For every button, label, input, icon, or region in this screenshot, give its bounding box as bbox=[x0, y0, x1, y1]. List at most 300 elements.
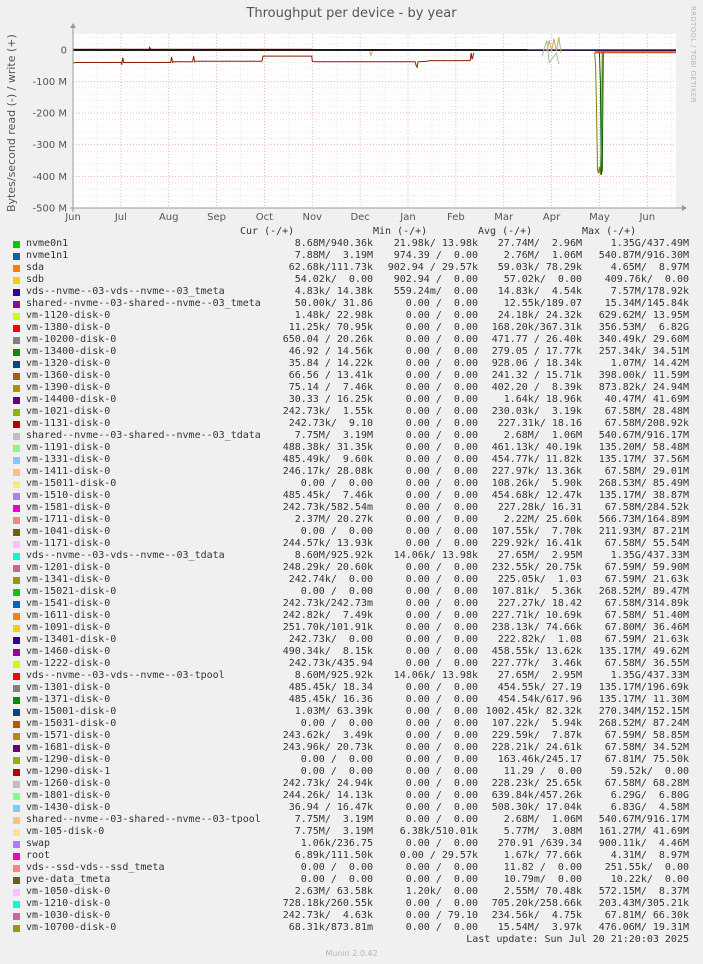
legend-device-name: sda bbox=[26, 262, 45, 273]
legend-avg: 454.77k/ 11.82k bbox=[491, 454, 582, 465]
legend-row bbox=[0, 562, 703, 574]
y-axis-label: Bytes/second read (-) / write (+) bbox=[5, 34, 18, 212]
legend-swatch bbox=[13, 397, 20, 404]
rrdtool-credit: RRDTOOL / TOBI OETIKER bbox=[689, 6, 697, 103]
legend-swatch bbox=[13, 529, 20, 536]
legend-cur: 36.94 / 16.47k bbox=[288, 802, 373, 813]
legend-cur: 243.62k/ 3.49k bbox=[282, 730, 373, 741]
legend-avg: 11.29 / 0.00 bbox=[503, 766, 582, 777]
legend-avg: 229.92k/ 16.41k bbox=[491, 538, 582, 549]
legend-device-name: vm-1290-disk-1 bbox=[26, 766, 111, 777]
legend-cur: 7.75M/ 3.19M bbox=[294, 814, 373, 825]
legend-cur: 75.14 / 7.46k bbox=[288, 382, 373, 393]
legend-swatch bbox=[13, 277, 20, 284]
x-axis-arrow bbox=[682, 205, 687, 211]
legend-device-name: vm-1201-disk-0 bbox=[26, 562, 111, 573]
legend-avg: 270.91 /639.34 bbox=[497, 838, 582, 849]
legend-avg: 11.82 / 0.00 bbox=[503, 862, 582, 873]
legend-cur: 2.63M/ 63.58k bbox=[294, 886, 373, 897]
legend-min: 14.06k/ 13.98k bbox=[393, 550, 478, 561]
legend-max: 135.17M/196.69k bbox=[598, 682, 689, 693]
legend-cur: 8.68M/940.36k bbox=[294, 238, 373, 249]
legend-swatch bbox=[13, 913, 20, 920]
legend-swatch bbox=[13, 757, 20, 764]
legend-min: 0.00 / 0.00 bbox=[405, 634, 478, 645]
legend-min: 0.00 / 0.00 bbox=[405, 370, 478, 381]
legend-max: 211.93M/ 87.21M bbox=[598, 526, 689, 537]
legend-avg: 928.06 / 18.34k bbox=[491, 358, 582, 369]
x-tick-label: Jun bbox=[639, 212, 656, 223]
legend-row bbox=[0, 502, 703, 514]
legend-cur: 485.49k/ 9.60k bbox=[282, 454, 373, 465]
legend-device-name: vm-15031-disk-0 bbox=[26, 718, 117, 729]
legend-max: 67.58M/ 55.54M bbox=[604, 538, 689, 549]
header-max: Max (-/+) bbox=[582, 226, 637, 237]
legend-cur: 1.03M/ 63.39k bbox=[294, 706, 373, 717]
legend-max: 67.59M/ 21.63k bbox=[604, 634, 689, 645]
legend-row bbox=[0, 322, 703, 334]
legend-avg: 279.05 / 17.77k bbox=[491, 346, 582, 357]
legend-swatch bbox=[13, 577, 20, 584]
legend-device-name: vm-1120-disk-0 bbox=[26, 310, 111, 321]
legend-min: 0.00 / 0.00 bbox=[405, 502, 478, 513]
legend-avg: 227.71k/ 10.69k bbox=[491, 610, 582, 621]
legend-swatch bbox=[13, 445, 20, 452]
legend-row bbox=[0, 418, 703, 430]
legend-device-name: sdb bbox=[26, 274, 45, 285]
legend-min: 0.00 / 0.00 bbox=[405, 526, 478, 537]
legend-avg: 454.68k/ 12.47k bbox=[491, 490, 582, 501]
legend-swatch bbox=[13, 385, 20, 392]
legend-row bbox=[0, 730, 703, 742]
legend-min: 0.00 / 0.00 bbox=[405, 358, 478, 369]
legend-swatch bbox=[13, 661, 20, 668]
legend-max: 6.83G/ 4.58M bbox=[610, 802, 689, 813]
legend-avg: 168.20k/367.31k bbox=[491, 322, 582, 333]
legend-cur: 490.34k/ 8.15k bbox=[282, 646, 373, 657]
legend-cur: 50.00k/ 31.86 bbox=[294, 298, 373, 309]
legend-device-name: vm-10200-disk-0 bbox=[26, 334, 117, 345]
legend-avg: 232.55k/ 20.75k bbox=[491, 562, 582, 573]
legend-row bbox=[0, 886, 703, 898]
legend-min: 0.00 / 0.00 bbox=[405, 478, 478, 489]
header-cur: Cur (-/+) bbox=[240, 226, 295, 237]
legend-swatch bbox=[13, 769, 20, 776]
legend-min: 0.00 / 0.00 bbox=[405, 322, 478, 333]
legend-avg: 228.21k/ 24.61k bbox=[491, 742, 582, 753]
legend-row bbox=[0, 550, 703, 562]
legend-min: 0.00 / 0.00 bbox=[405, 418, 478, 429]
legend-swatch bbox=[13, 373, 20, 380]
legend-min: 0.00 / 0.00 bbox=[405, 334, 478, 345]
legend-cur: 244.26k/ 14.13k bbox=[282, 790, 373, 801]
header-avg: Avg (-/+) bbox=[478, 226, 533, 237]
legend-min: 0.00 / 0.00 bbox=[405, 898, 478, 909]
legend-device-name: vm-105-disk-0 bbox=[26, 826, 105, 837]
x-tick-label: Jul bbox=[114, 212, 127, 223]
legend-swatch bbox=[13, 301, 20, 308]
legend-cur: 35.84 / 14.22k bbox=[288, 358, 373, 369]
legend-row bbox=[0, 622, 703, 634]
legend-device-name: vm-15001-disk-0 bbox=[26, 706, 117, 717]
legend-max: 67.58M/284.52k bbox=[604, 502, 689, 513]
legend-device-name: vm-1301-disk-0 bbox=[26, 682, 111, 693]
legend-max: 356.53M/ 6.82G bbox=[598, 322, 689, 333]
legend-max: 67.80M/ 36.46M bbox=[604, 622, 689, 633]
legend-device-name: vm-1331-disk-0 bbox=[26, 454, 111, 465]
legend-max: 135.17M/ 38.87M bbox=[598, 490, 689, 501]
legend-row bbox=[0, 814, 703, 826]
legend-row bbox=[0, 874, 703, 886]
legend-max: 268.52M/ 87.24M bbox=[598, 718, 689, 729]
legend-swatch bbox=[13, 361, 20, 368]
legend-min: 0.00 / 0.00 bbox=[405, 298, 478, 309]
x-tick-label: Jun bbox=[65, 212, 81, 223]
y-tick-label: -500 M bbox=[32, 203, 67, 215]
legend-max: 270.34M/152.15M bbox=[598, 706, 689, 717]
legend-row bbox=[0, 742, 703, 754]
legend-device-name: vm-15021-disk-0 bbox=[26, 586, 117, 597]
x-tick-label: Mar bbox=[494, 212, 514, 223]
legend-avg: 108.26k/ 5.90k bbox=[491, 478, 582, 489]
legend-device-name: vm-1050-disk-0 bbox=[26, 886, 111, 897]
legend-row bbox=[0, 910, 703, 922]
legend-avg: 1002.45k/ 82.32k bbox=[485, 706, 582, 717]
legend-row bbox=[0, 382, 703, 394]
legend-swatch bbox=[13, 337, 20, 344]
legend-max: 251.55k/ 0.00 bbox=[604, 862, 689, 873]
legend-avg: 12.55k/189.07 bbox=[503, 298, 582, 309]
legend-min: 0.00 / 0.00 bbox=[405, 574, 478, 585]
legend-row bbox=[0, 310, 703, 322]
legend-row bbox=[0, 682, 703, 694]
legend-avg: 57.02k/ 0.00 bbox=[503, 274, 582, 285]
legend-cur: 242.73k/ 0.00 bbox=[288, 634, 373, 645]
legend-max: 67.59M/ 58.85M bbox=[604, 730, 689, 741]
plot-area bbox=[73, 34, 676, 208]
legend-row bbox=[0, 586, 703, 598]
legend-avg: 238.13k/ 74.66k bbox=[491, 622, 582, 633]
y-tick-label: -300 M bbox=[32, 140, 67, 152]
legend-min: 0.00 / 0.00 bbox=[405, 466, 478, 477]
legend-swatch bbox=[13, 313, 20, 320]
legend-row bbox=[0, 490, 703, 502]
legend-device-name: vm-10700-disk-0 bbox=[26, 922, 117, 933]
legend-max: 7.57M/178.92k bbox=[610, 286, 689, 297]
legend-avg: 234.56k/ 4.75k bbox=[491, 910, 582, 921]
legend-avg: 2.76M/ 1.06M bbox=[503, 250, 582, 261]
legend-max: 4.65M/ 8.97M bbox=[610, 262, 689, 273]
legend-min: 0.00 / 0.00 bbox=[405, 610, 478, 621]
legend-swatch bbox=[13, 673, 20, 680]
legend-device-name: vm-1210-disk-0 bbox=[26, 898, 111, 909]
legend-row bbox=[0, 634, 703, 646]
legend-max: 161.27M/ 41.69M bbox=[598, 826, 689, 837]
legend-min: 0.00 / 0.00 bbox=[405, 490, 478, 501]
legend-swatch bbox=[13, 469, 20, 476]
legend-max: 67.81M/ 66.30k bbox=[604, 910, 689, 921]
legend-cur: 242.73k/ 1.55k bbox=[282, 406, 373, 417]
x-tick-label: Feb bbox=[446, 212, 465, 223]
legend-min: 902.94 / 0.00 bbox=[393, 274, 478, 285]
legend-cur: 66.56 / 13.41k bbox=[288, 370, 373, 381]
legend-row bbox=[0, 358, 703, 370]
legend-row bbox=[0, 274, 703, 286]
legend-min: 0.00 / 0.00 bbox=[405, 790, 478, 801]
legend-avg: 639.84k/457.26k bbox=[491, 790, 582, 801]
legend-cur: 488.38k/ 31.35k bbox=[282, 442, 373, 453]
legend-device-name: pve-data_tmeta bbox=[26, 874, 111, 885]
legend-row bbox=[0, 766, 703, 778]
legend-row bbox=[0, 670, 703, 682]
x-tick-label: Dec bbox=[350, 212, 370, 223]
legend-row bbox=[0, 442, 703, 454]
legend-min: 0.00 / 0.00 bbox=[405, 346, 478, 357]
legend-cur: 1.06k/236.75 bbox=[300, 838, 373, 849]
legend-swatch bbox=[13, 421, 20, 428]
legend-max: 4.31M/ 8.97M bbox=[610, 850, 689, 861]
legend-max: 67.58M/ 36.55M bbox=[604, 658, 689, 669]
legend-row bbox=[0, 538, 703, 550]
legend-row bbox=[0, 850, 703, 862]
legend-row bbox=[0, 598, 703, 610]
legend-cur: 4.83k/ 14.38k bbox=[294, 286, 373, 297]
legend-swatch bbox=[13, 805, 20, 812]
legend-swatch bbox=[13, 829, 20, 836]
x-tick-label: Apr bbox=[542, 212, 561, 223]
legend-device-name: vds--nvme--03-vds--nvme--03-tpool bbox=[26, 670, 225, 681]
legend-min: 0.00 / 0.00 bbox=[405, 586, 478, 597]
legend-swatch bbox=[13, 457, 20, 464]
legend-max: 540.87M/916.30M bbox=[598, 250, 689, 261]
legend-min: 0.00 / 0.00 bbox=[405, 694, 478, 705]
legend-row bbox=[0, 838, 703, 850]
legend-cur: 0.00 / 0.00 bbox=[300, 478, 373, 489]
legend-min: 0.00 / 0.00 bbox=[405, 442, 478, 453]
legend-max: 1.35G/437.49M bbox=[610, 238, 689, 249]
legend-swatch bbox=[13, 745, 20, 752]
legend-avg: 27.74M/ 2.96M bbox=[497, 238, 582, 249]
legend-avg: 2.68M/ 1.06M bbox=[503, 430, 582, 441]
legend-max: 67.58M/ 29.01M bbox=[604, 466, 689, 477]
legend-min: 0.00 / 0.00 bbox=[405, 718, 478, 729]
legend-max: 1.35G/437.33M bbox=[610, 670, 689, 681]
legend-max: 398.00k/ 11.59M bbox=[598, 370, 689, 381]
legend-swatch bbox=[13, 289, 20, 296]
legend-cur: 242.74k/ 0.00 bbox=[288, 574, 373, 585]
legend-max: 1.35G/437.33M bbox=[610, 550, 689, 561]
legend-max: 67.58M/ 68.28M bbox=[604, 778, 689, 789]
legend-avg: 24.18k/ 24.32k bbox=[497, 310, 582, 321]
legend-min: 6.38k/510.01k bbox=[399, 826, 478, 837]
legend-avg: 2.68M/ 1.06M bbox=[503, 814, 582, 825]
legend-avg: 225.05k/ 1.03 bbox=[497, 574, 582, 585]
legend-device-name: vm-13401-disk-0 bbox=[26, 634, 117, 645]
legend-cur: 485.45k/ 18.34 bbox=[288, 682, 373, 693]
legend-min: 0.00 / 0.00 bbox=[405, 754, 478, 765]
legend-device-name: vm-1171-disk-0 bbox=[26, 538, 111, 549]
legend-min: 0.00 / 0.00 bbox=[405, 862, 478, 873]
legend-avg: 227.27k/ 18.42 bbox=[497, 598, 582, 609]
legend-swatch bbox=[13, 889, 20, 896]
legend-swatch bbox=[13, 601, 20, 608]
legend-avg: 1.64k/ 18.96k bbox=[503, 394, 582, 405]
legend-min: 0.00 / 0.00 bbox=[405, 682, 478, 693]
legend-max: 1.07M/ 14.42M bbox=[610, 358, 689, 369]
y-axis-arrow bbox=[70, 23, 76, 28]
legend-cur: 68.31k/873.81m bbox=[288, 922, 373, 933]
legend-row bbox=[0, 754, 703, 766]
legend-min: 0.00 / 0.00 bbox=[405, 766, 478, 777]
legend-cur: 0.00 / 0.00 bbox=[300, 874, 373, 885]
legend-cur: 485.45k/ 7.46k bbox=[282, 490, 373, 501]
legend-avg: 227.97k/ 13.36k bbox=[491, 466, 582, 477]
legend-min: 0.00 / 0.00 bbox=[405, 742, 478, 753]
legend-row bbox=[0, 334, 703, 346]
legend-swatch bbox=[13, 505, 20, 512]
legend-row bbox=[0, 454, 703, 466]
legend-min: 0.00 / 79.10 bbox=[405, 910, 478, 921]
legend-device-name: vm-1571-disk-0 bbox=[26, 730, 111, 741]
legend-row bbox=[0, 826, 703, 838]
legend-swatch bbox=[13, 625, 20, 632]
legend-avg: 107.22k/ 5.94k bbox=[491, 718, 582, 729]
legend-device-name: vm-1681-disk-0 bbox=[26, 742, 111, 753]
legend-row bbox=[0, 646, 703, 658]
legend-swatch bbox=[13, 841, 20, 848]
legend-cur: 7.75M/ 3.19M bbox=[294, 826, 373, 837]
legend-cur: 0.00 / 0.00 bbox=[300, 718, 373, 729]
legend-row bbox=[0, 238, 703, 250]
legend-device-name: vm-1371-disk-0 bbox=[26, 694, 111, 705]
legend-cur: 8.60M/925.92k bbox=[294, 550, 373, 561]
legend-avg: 27.65M/ 2.95M bbox=[497, 550, 582, 561]
legend-swatch bbox=[13, 565, 20, 572]
legend-swatch bbox=[13, 721, 20, 728]
legend-cur: 650.04 / 20.26k bbox=[282, 334, 373, 345]
legend-device-name: vm-1411-disk-0 bbox=[26, 466, 111, 477]
throughput-chart bbox=[0, 0, 703, 225]
legend-device-name: shared--nvme--03-shared--nvme--03-tpool bbox=[26, 814, 261, 825]
legend-max: 257.34k/ 34.51M bbox=[598, 346, 689, 357]
legend-device-name: vm-1222-disk-0 bbox=[26, 658, 111, 669]
legend-swatch bbox=[13, 493, 20, 500]
legend-min: 0.00 / 0.00 bbox=[405, 874, 478, 885]
legend-avg: 2.22M/ 25.60k bbox=[503, 514, 582, 525]
legend-row bbox=[0, 802, 703, 814]
y-tick-label: -100 M bbox=[32, 76, 67, 88]
legend-swatch bbox=[13, 817, 20, 824]
legend-avg: 402.20 / 8.39k bbox=[491, 382, 582, 393]
legend-min: 0.00 / 0.00 bbox=[405, 706, 478, 717]
legend-row bbox=[0, 658, 703, 670]
legend-min: 21.98k/ 13.98k bbox=[393, 238, 478, 249]
legend-swatch bbox=[13, 877, 20, 884]
legend-min: 0.00 / 0.00 bbox=[405, 646, 478, 657]
legend-min: 0.00 / 0.00 bbox=[405, 598, 478, 609]
legend-row bbox=[0, 718, 703, 730]
legend-device-name: vm-1041-disk-0 bbox=[26, 526, 111, 537]
legend-cur: 30.33 / 16.25k bbox=[288, 394, 373, 405]
legend-min: 14.06k/ 13.98k bbox=[393, 670, 478, 681]
legend-device-name: vm-1191-disk-0 bbox=[26, 442, 111, 453]
legend-max: 6.29G/ 6.80G bbox=[610, 790, 689, 801]
legend-min: 559.24m/ 0.00 bbox=[393, 286, 478, 297]
legend-max: 67.59M/ 59.90M bbox=[604, 562, 689, 573]
legend-avg: 508.30k/ 17.04k bbox=[491, 802, 582, 813]
legend-cur: 0.00 / 0.00 bbox=[300, 862, 373, 873]
legend-swatch bbox=[13, 697, 20, 704]
legend-max: 409.76k/ 0.00 bbox=[604, 274, 689, 285]
legend-row bbox=[0, 346, 703, 358]
legend-avg: 229.59k/ 7.87k bbox=[491, 730, 582, 741]
legend-device-name: vds--nvme--03-vds--nvme--03_tmeta bbox=[26, 286, 225, 297]
legend-cur: 0.00 / 0.00 bbox=[300, 586, 373, 597]
legend-max: 540.67M/916.17M bbox=[598, 814, 689, 825]
legend-swatch bbox=[13, 733, 20, 740]
legend-swatch bbox=[13, 253, 20, 260]
legend-avg: 228.23k/ 25.65k bbox=[491, 778, 582, 789]
legend-min: 1.20k/ 0.00 bbox=[405, 886, 478, 897]
legend-row bbox=[0, 466, 703, 478]
legend-avg: 241.32 / 15.71k bbox=[491, 370, 582, 381]
legend-swatch bbox=[13, 613, 20, 620]
legend-cur: 11.25k/ 70.95k bbox=[288, 322, 373, 333]
legend-avg: 227.28k/ 16.31 bbox=[497, 502, 582, 513]
legend-min: 0.00 / 0.00 bbox=[405, 778, 478, 789]
legend-device-name: vm-1541-disk-0 bbox=[26, 598, 111, 609]
legend-swatch bbox=[13, 685, 20, 692]
legend-swatch bbox=[13, 901, 20, 908]
legend-device-name: shared--nvme--03-shared--nvme--03_tmeta bbox=[26, 298, 261, 309]
legend-device-name: vm-1030-disk-0 bbox=[26, 910, 111, 921]
legend-max: 67.58M/208.92k bbox=[604, 418, 689, 429]
legend-min: 0.00 / 0.00 bbox=[405, 802, 478, 813]
legend-min: 0.00 / 29.57k bbox=[399, 850, 478, 861]
legend-avg: 10.79m/ 0.00 bbox=[503, 874, 582, 885]
legend-min: 0.00 / 0.00 bbox=[405, 838, 478, 849]
legend-row bbox=[0, 394, 703, 406]
legend-avg: 227.77k/ 3.46k bbox=[491, 658, 582, 669]
legend-device-name: vm-1510-disk-0 bbox=[26, 490, 111, 501]
legend-cur: 243.96k/ 20.73k bbox=[282, 742, 373, 753]
legend-avg: 458.55k/ 13.62k bbox=[491, 646, 582, 657]
legend-max: 67.58M/ 51.40M bbox=[604, 610, 689, 621]
legend-cur: 7.88M/ 3.19M bbox=[294, 250, 373, 261]
legend-row bbox=[0, 406, 703, 418]
legend-max: 268.53M/ 85.49M bbox=[598, 478, 689, 489]
legend-max: 135.17M/ 37.56M bbox=[598, 454, 689, 465]
legend-max: 135.17M/ 11.30M bbox=[598, 694, 689, 705]
legend-cur: 244.57k/ 13.93k bbox=[282, 538, 373, 549]
legend-cur: 2.37M/ 20.27k bbox=[294, 514, 373, 525]
legend-avg: 5.77M/ 3.08M bbox=[503, 826, 582, 837]
legend-cur: 46.92 / 14.56k bbox=[288, 346, 373, 357]
legend-cur: 242.73k/435.94 bbox=[288, 658, 373, 669]
legend-device-name: vm-1021-disk-0 bbox=[26, 406, 111, 417]
legend-max: 540.67M/916.17M bbox=[598, 430, 689, 441]
legend-min: 0.00 / 0.00 bbox=[405, 658, 478, 669]
legend-cur: 485.45k/ 16.36 bbox=[288, 694, 373, 705]
legend-device-name: vm-1320-disk-0 bbox=[26, 358, 111, 369]
legend-cur: 6.89k/111.50k bbox=[294, 850, 373, 861]
legend-max: 67.58M/ 28.48M bbox=[604, 406, 689, 417]
legend-row bbox=[0, 922, 703, 934]
legend-device-name: vds--ssd-vds--ssd_tmeta bbox=[26, 862, 165, 873]
legend-min: 0.00 / 0.00 bbox=[405, 562, 478, 573]
legend-min: 0.00 / 0.00 bbox=[405, 382, 478, 393]
legend-swatch bbox=[13, 265, 20, 272]
